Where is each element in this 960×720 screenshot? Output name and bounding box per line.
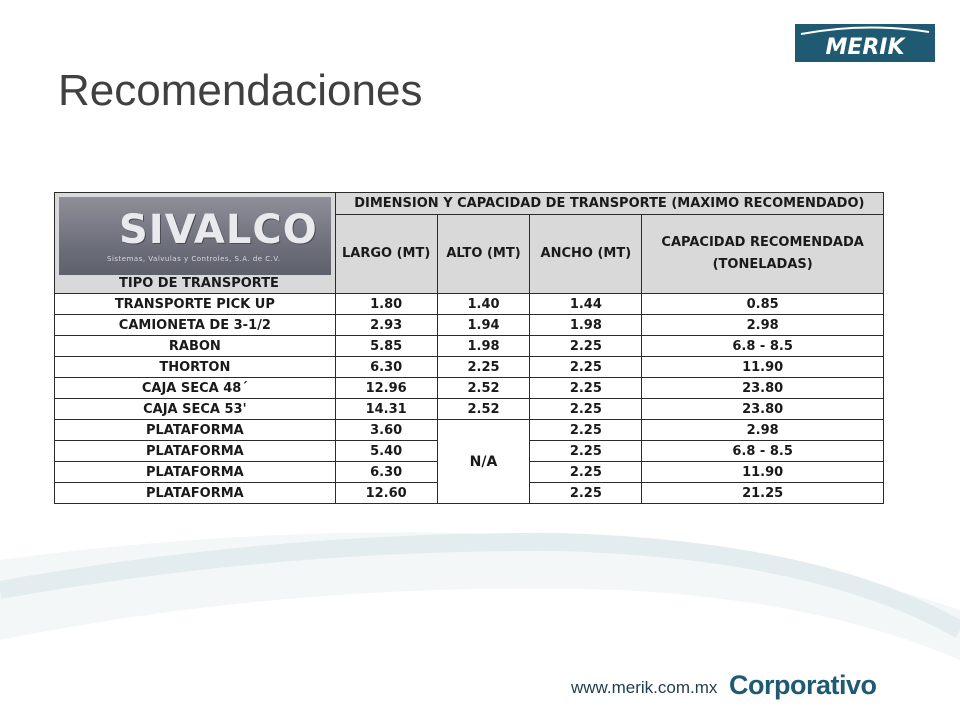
cell-largo: 5.85 (335, 336, 437, 357)
cell-capacidad: 21.25 (642, 483, 884, 504)
cell-tipo: PLATAFORMA (55, 462, 336, 483)
cell-ancho: 2.25 (530, 378, 642, 399)
cell-tipo: CAJA SECA 53' (55, 399, 336, 420)
cell-largo: 14.31 (335, 399, 437, 420)
slide-title: Recomendaciones (58, 66, 423, 115)
cell-largo: 3.60 (335, 420, 437, 441)
cell-tipo: RABON (55, 336, 336, 357)
header-tipo-cell (55, 193, 336, 294)
cell-tipo: CAJA SECA 48´ (55, 378, 336, 399)
cell-ancho: 2.25 (530, 441, 642, 462)
cell-capacidad: 2.98 (642, 315, 884, 336)
cell-ancho: 2.25 (530, 336, 642, 357)
cell-capacidad: 2.98 (642, 420, 884, 441)
cell-alto: 2.52 (437, 378, 530, 399)
cell-tipo: CAMIONETA DE 3-1/2 (55, 315, 336, 336)
cell-largo: 12.60 (335, 483, 437, 504)
cell-ancho: 2.25 (530, 483, 642, 504)
cell-capacidad: 11.90 (642, 462, 884, 483)
cell-largo: 2.93 (335, 315, 437, 336)
header-largo: LARGO (MT) (335, 215, 437, 294)
cell-largo: 12.96 (335, 378, 437, 399)
cell-largo: 5.40 (335, 441, 437, 462)
cell-capacidad: 23.80 (642, 399, 884, 420)
footer-url: www.merik.com.mx (571, 678, 718, 697)
cell-capacidad: 11.90 (642, 357, 884, 378)
table-row (55, 378, 884, 399)
header-tipo: TIPO DE TRANSPORTE (119, 276, 279, 291)
table-row (55, 294, 884, 315)
sivalco-logo (59, 197, 331, 275)
cell-ancho: 2.25 (530, 357, 642, 378)
header-group: DIMENSION Y CAPACIDAD DE TRANSPORTE (MAXIMO RECOMENDADO) (335, 193, 883, 215)
sivalco-logo-subtext: Sistemas, Valvulas y Controles, S.A. de C.V. (107, 255, 281, 263)
cell-largo: 6.30 (335, 462, 437, 483)
cell-alto: 2.25 (437, 357, 530, 378)
cell-alto: 2.52 (437, 399, 530, 420)
cell-capacidad: 6.8 - 8.5 (642, 441, 884, 462)
cell-tipo: TRANSPORTE PICK UP (55, 294, 336, 315)
table-row (55, 399, 884, 420)
header-capacidad (642, 215, 884, 294)
header-capacidad-line1: CAPACIDAD RECOMENDADA (661, 235, 864, 250)
header-capacidad-line2: (TONELADAS) (712, 257, 813, 272)
cell-tipo: PLATAFORMA (55, 420, 336, 441)
cell-ancho: 2.25 (530, 399, 642, 420)
header-ancho: ANCHO (MT) (530, 215, 642, 294)
cell-ancho: 1.98 (530, 315, 642, 336)
cell-tipo: THORTON (55, 357, 336, 378)
cell-alto: 1.40 (437, 294, 530, 315)
cell-tipo: PLATAFORMA (55, 441, 336, 462)
table-row (55, 420, 884, 441)
cell-alto: 1.94 (437, 315, 530, 336)
table-row (55, 357, 884, 378)
merik-logo-text: MERIK (825, 35, 905, 60)
cell-ancho: 2.25 (530, 462, 642, 483)
cell-alto: 1.98 (437, 336, 530, 357)
cell-tipo: PLATAFORMA (55, 483, 336, 504)
cell-largo: 1.80 (335, 294, 437, 315)
cell-ancho: 1.44 (530, 294, 642, 315)
cell-capacidad: 0.85 (642, 294, 884, 315)
cell-capacidad: 6.8 - 8.5 (642, 336, 884, 357)
transport-table (54, 192, 884, 504)
cell-capacidad: 23.80 (642, 378, 884, 399)
footer-corporativo: Corporativo (729, 670, 877, 700)
merik-logo (795, 24, 935, 62)
cell-alto-na: N/A (437, 420, 530, 504)
sivalco-logo-name: SIVALCO (119, 207, 318, 253)
cell-largo: 6.30 (335, 357, 437, 378)
table-row (55, 336, 884, 357)
table-row (55, 315, 884, 336)
header-alto: ALTO (MT) (437, 215, 530, 294)
cell-ancho: 2.25 (530, 420, 642, 441)
